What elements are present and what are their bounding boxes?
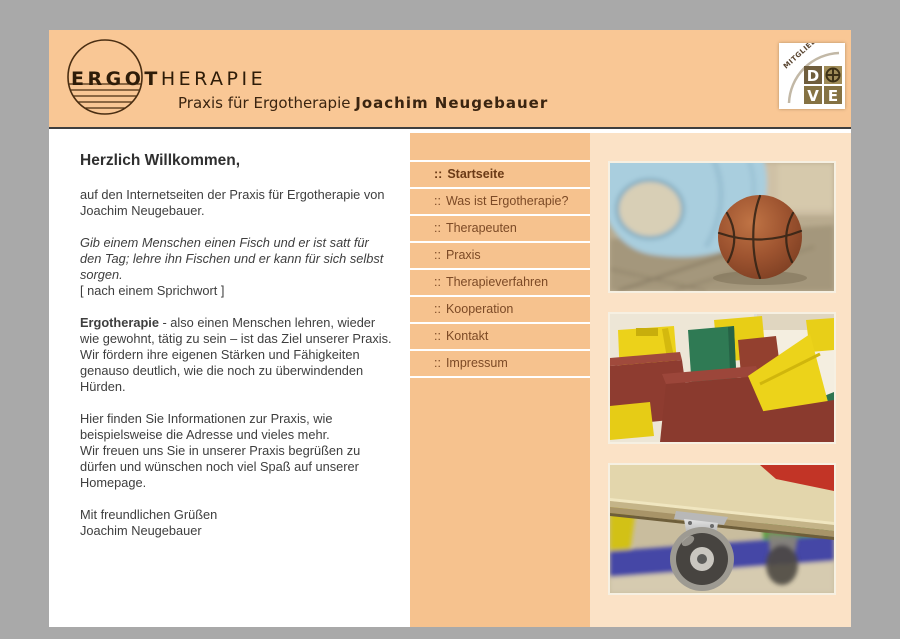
badge-letter-v: V xyxy=(807,87,819,105)
site-header xyxy=(49,30,851,129)
nav-menu-item-kontakt[interactable] xyxy=(410,324,590,351)
menu-item-prefix: :: xyxy=(434,167,443,181)
menu-item-label: Kontakt xyxy=(445,329,489,343)
nav-menu-item-therapieverfahren[interactable] xyxy=(410,270,590,297)
badge-cross-icon xyxy=(827,69,840,82)
menu-item-label: Praxis xyxy=(445,248,481,262)
menu-item-prefix: :: xyxy=(434,356,441,370)
signature-name: Joachim Neugebauer xyxy=(80,523,202,538)
nav-menu-item-startseite[interactable] xyxy=(410,162,590,189)
foam-blocks-photo xyxy=(608,312,836,444)
menu-item-prefix: :: xyxy=(434,329,441,343)
page-content xyxy=(49,129,851,627)
goal-lead-word: Ergotherapie xyxy=(80,315,159,330)
menu-item-label: Therapieverfahren xyxy=(445,275,549,289)
quote-text: Gib einem Menschen einen Fisch und er ist satt für den Tag; lehre ihn Fischen und er kann für sich selbst sorgen. xyxy=(80,235,384,282)
menu-item-prefix: :: xyxy=(434,248,441,262)
info-paragraph: Hier finden Sie Informationen zur Praxis, wie beispielsweise die Adresse und vieles mehr. Wir freuen uns Sie in unserer Praxis begrüßen zu dürfen und wünschen noch viel Spaß auf unserer Homepage. xyxy=(80,411,361,490)
menu-item-label: Therapeuten xyxy=(445,221,517,235)
menu-item-label: Kooperation xyxy=(445,302,514,316)
nav-menu-item-kooperation[interactable] xyxy=(410,297,590,324)
menu-item-label: Was ist Ergotherapie? xyxy=(445,194,569,208)
menu-item-label: Impressum xyxy=(445,356,508,370)
nav-menu-items xyxy=(410,162,590,378)
dve-member-badge xyxy=(779,43,845,109)
nav-menu-item-therapeuten[interactable] xyxy=(410,216,590,243)
rear-wheel xyxy=(766,533,798,585)
menu-item-prefix: :: xyxy=(434,275,441,289)
closing-paragraph: Mit freundlichen Grüßen Joachim Neugebauer xyxy=(80,507,218,538)
welcome-heading: Herzlich Willkommen, xyxy=(80,152,241,169)
nav-menu-column xyxy=(410,133,590,627)
nav-menu-spacer xyxy=(410,133,590,162)
basketball-photo xyxy=(608,161,836,293)
nav-menu-item-praxis[interactable] xyxy=(410,243,590,270)
menu-item-prefix: :: xyxy=(434,221,441,235)
logo-text-rest: HERAPIE xyxy=(160,68,267,90)
site-logo-wordmark xyxy=(71,68,266,90)
menu-item-label: Startseite xyxy=(447,167,505,181)
badge-letter-d: D xyxy=(806,67,820,85)
menu-item-prefix: :: xyxy=(434,302,441,316)
nav-menu-filler xyxy=(410,378,590,627)
menu-item-prefix: :: xyxy=(434,194,441,208)
site-subtitle: Praxis für Ergotherapie Joachim Neugebauer xyxy=(178,94,549,112)
photo-column xyxy=(590,133,851,627)
website-page xyxy=(49,30,851,627)
intro-paragraph: auf den Internetseiten der Praxis für Ergotherapie von Joachim Neugebauer. xyxy=(80,187,385,218)
goal-paragraph: Ergotherapie - also einen Menschen lehren, wieder wie gewohnt, tätig zu sein – ist das Ziel unserer Praxis. Wir fördern ihre eigenen Stärken und Fähigkeiten genauso deutlich, wie die noch zu überwindenden Hürden. xyxy=(80,315,392,394)
main-text-column xyxy=(49,129,410,627)
nav-menu-item-was-ist-ergotherapie[interactable] xyxy=(410,189,590,216)
subtitle-owner-name: Joachim Neugebauer xyxy=(355,94,549,112)
roller-board-photo xyxy=(608,463,836,595)
quote-paragraph xyxy=(80,235,392,299)
nav-menu-item-impressum[interactable] xyxy=(410,351,590,378)
badge-letter-e: E xyxy=(827,87,839,105)
logo-text-bold: ERGOT xyxy=(71,68,161,90)
quote-source: [ nach einem Sprichwort ] xyxy=(80,283,225,298)
